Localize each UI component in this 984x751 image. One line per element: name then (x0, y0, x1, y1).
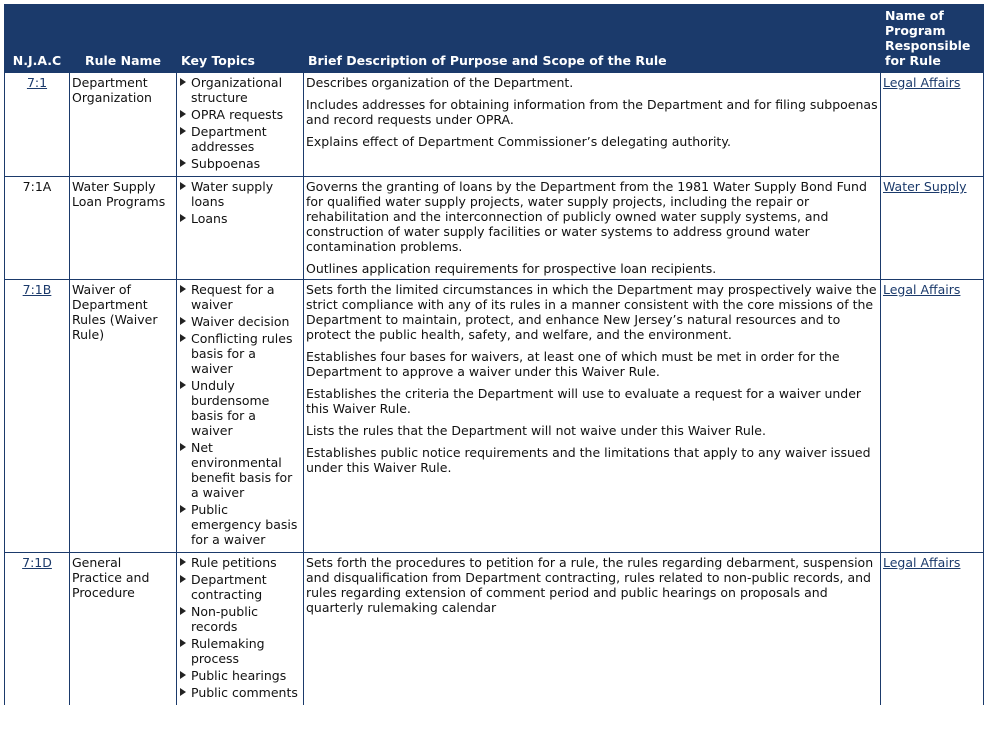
triangle-bullet-icon (180, 505, 186, 513)
description-paragraph: Outlines application requirements for prospective loan recipients. (306, 261, 717, 276)
topic-label: Unduly burdensome basis for a waiver (191, 378, 270, 438)
rule-name: Waiver of Department Rules (Waiver Rule) (70, 280, 177, 553)
njac-link: 7:1A (22, 179, 52, 194)
list-item (179, 685, 301, 700)
header-key-topics: Key Topics (177, 4, 304, 73)
njac-link[interactable]: 7:1 (26, 75, 48, 90)
program-link[interactable]: Legal Affairs (883, 282, 961, 297)
triangle-bullet-icon (180, 110, 186, 118)
njac-link[interactable]: 7:1D (22, 555, 52, 570)
description-paragraph: Sets forth the limited circumstances in which the Department may prospectively waive the strict compliance with any of its rules in a manner consistent with the core missions of the Department to maintain, protect, and enhance New Jersey’s natural resources and to protect the public health, safety, and welfare, and the environment. (306, 282, 877, 342)
table-row (5, 177, 984, 280)
triangle-bullet-icon (180, 285, 186, 293)
topic-label: Waiver decision (191, 314, 290, 329)
description-cell (304, 280, 881, 553)
triangle-bullet-icon (180, 78, 186, 86)
key-topics-list (179, 179, 301, 226)
topic-label: Non-public records (191, 604, 259, 634)
njac-cell (5, 177, 70, 280)
topic-label: Rule petitions (191, 555, 277, 570)
njac-link[interactable]: 7:1B (22, 282, 52, 297)
triangle-bullet-icon (180, 317, 186, 325)
description-paragraph: Governs the granting of loans by the Department from the 1981 Water Supply Bond Fund for qualified water supply projects, water supply projects, including the repair or rehabilitation and the interconnection of publicly owned water supply systems, and construction of water supply facilities or water systems to address ground water contamination problems. (306, 179, 867, 254)
table-row (5, 280, 984, 553)
topic-label: Public emergency basis for a waiver (191, 502, 298, 547)
triangle-bullet-icon (180, 159, 186, 167)
key-topics-cell (177, 280, 304, 553)
list-item (179, 331, 301, 376)
list-item (179, 668, 301, 683)
description-cell (304, 177, 881, 280)
triangle-bullet-icon (180, 607, 186, 615)
key-topics-list (179, 75, 301, 171)
description-paragraph: Explains effect of Department Commissioner’s delegating authority. (306, 134, 731, 149)
list-item (179, 156, 301, 171)
list-item (179, 314, 301, 329)
rules-table (4, 4, 984, 705)
njac-cell (5, 73, 70, 177)
topic-label: Public hearings (191, 668, 287, 683)
topic-label: Organizational structure (191, 75, 283, 105)
list-item (179, 636, 301, 666)
program-cell (881, 177, 984, 280)
triangle-bullet-icon (180, 688, 186, 696)
triangle-bullet-icon (180, 671, 186, 679)
rule-name: Water Supply Loan Programs (70, 177, 177, 280)
triangle-bullet-icon (180, 214, 186, 222)
njac-cell (5, 553, 70, 706)
list-item (179, 179, 301, 209)
header-description: Brief Description of Purpose and Scope of the Rule (304, 4, 881, 73)
list-item (179, 211, 301, 226)
list-item (179, 378, 301, 438)
topic-label: Public comments (191, 685, 298, 700)
key-topics-cell (177, 177, 304, 280)
program-cell (881, 73, 984, 177)
triangle-bullet-icon (180, 127, 186, 135)
key-topics-list (179, 282, 301, 547)
topic-label: Department addresses (191, 124, 267, 154)
list-item (179, 75, 301, 105)
list-item (179, 124, 301, 154)
program-cell (881, 280, 984, 553)
list-item (179, 502, 301, 547)
list-item (179, 440, 301, 500)
topic-label: Loans (191, 211, 228, 226)
topic-label: Conflicting rules basis for a waiver (191, 331, 293, 376)
description-paragraph: Establishes public notice requirements and the limitations that apply to any waiver issued under this Waiver Rule. (306, 445, 871, 475)
triangle-bullet-icon (180, 558, 186, 566)
program-cell (881, 553, 984, 706)
list-item (179, 604, 301, 634)
description-paragraph: Establishes four bases for waivers, at least one of which must be met in order for the Department to approve a waiver under this Waiver Rule. (306, 349, 840, 379)
topic-label: Request for a waiver (191, 282, 275, 312)
key-topics-cell (177, 73, 304, 177)
triangle-bullet-icon (180, 182, 186, 190)
topic-label: OPRA requests (191, 107, 284, 122)
list-item (179, 555, 301, 570)
topic-label: Water supply loans (191, 179, 274, 209)
program-link[interactable]: Legal Affairs (883, 75, 961, 90)
key-topics-cell (177, 553, 304, 706)
description-paragraph: Lists the rules that the Department will not waive under this Waiver Rule. (306, 423, 766, 438)
description-paragraph: Sets forth the procedures to petition for a rule, the rules regarding debarment, suspension and disqualification from Department contracting, rules related to non-public records, and rules regarding extension of comment period and public hearings on proposals and quarterly rulemaking calendar (306, 555, 874, 615)
topic-label: Rulemaking process (191, 636, 265, 666)
key-topics-list (179, 555, 301, 700)
list-item (179, 282, 301, 312)
program-link[interactable]: Legal Affairs (883, 555, 961, 570)
rule-name: General Practice and Procedure (70, 553, 177, 706)
description-cell (304, 553, 881, 706)
table-row (5, 73, 984, 177)
njac-cell (5, 280, 70, 553)
header-row (5, 4, 984, 73)
topic-label: Department contracting (191, 572, 267, 602)
triangle-bullet-icon (180, 334, 186, 342)
topic-label: Subpoenas (191, 156, 261, 171)
header-njac: N.J.A.C (5, 4, 70, 73)
table-row (5, 553, 984, 706)
topic-label: Net environmental benefit basis for a waiver (191, 440, 293, 500)
triangle-bullet-icon (180, 381, 186, 389)
description-paragraph: Establishes the criteria the Department will use to evaluate a request for a waiver under this Waiver Rule. (306, 386, 862, 416)
description-paragraph: Describes organization of the Department. (306, 75, 574, 90)
list-item (179, 572, 301, 602)
triangle-bullet-icon (180, 443, 186, 451)
description-paragraph: Includes addresses for obtaining information from the Department and for filing subpoenas and record requests under OPRA. (306, 97, 878, 127)
header-program: Name of Program Responsible for Rule (881, 4, 984, 73)
rule-name: Department Organization (70, 73, 177, 177)
list-item (179, 107, 301, 122)
description-cell (304, 73, 881, 177)
triangle-bullet-icon (180, 575, 186, 583)
program-link[interactable]: Water Supply (883, 179, 967, 194)
triangle-bullet-icon (180, 639, 186, 647)
header-rule-name: Rule Name (70, 4, 177, 73)
